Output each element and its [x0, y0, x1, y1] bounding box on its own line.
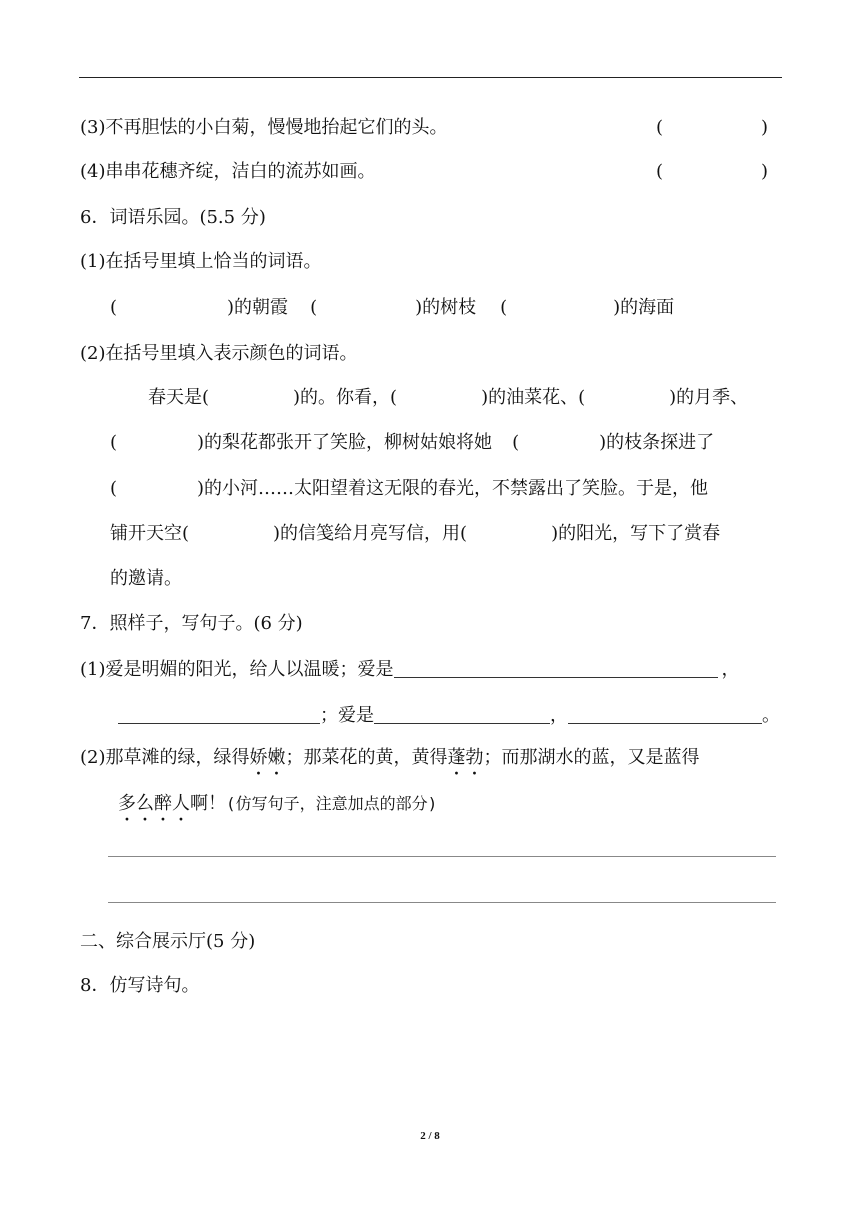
q7-sub1-blank-1[interactable] — [394, 659, 718, 678]
q6-sub1-fill-row[interactable]: ( )的朝霞 ( )的树枝 ( )的海面 — [110, 297, 675, 318]
page-number: 2 / 8 — [420, 1130, 440, 1142]
q7-sub1-line-1: (1)爱是明媚的阳光，给人以温暖；爱是 ， — [80, 659, 740, 680]
q7-sub2-line-2: 多么醉人啊！(仿写句子，注意加点的部分) — [118, 793, 438, 814]
dotted-char: 勃 — [465, 747, 484, 768]
dotted-char: 嫩 — [267, 747, 286, 768]
q6-para-line-4[interactable]: 铺开天空( )的信笺给月亮写信，用( )的阳光，写下了赏春 — [110, 523, 721, 544]
q7-title: 7．照样子，写句子。(6 分) — [80, 613, 303, 634]
q7-sub1-line-2: ；爱是 ， 。 — [118, 704, 780, 728]
q7-sub1-blank-4[interactable] — [568, 705, 762, 724]
q6-title: 6．词语乐园。(5.5 分) — [80, 207, 266, 228]
dotted-char: 多 — [118, 793, 136, 814]
q7-sub2-line-1: (2)那草滩的绿，绿得娇嫩；那菜花的黄，黄得蓬勃；而那湖水的蓝，又是蓝得 — [80, 747, 700, 768]
q7-sub1-blank-3[interactable] — [374, 705, 550, 724]
q5-item-3: (3)不再胆怯的小白菊，慢慢地抬起它们的头。 — [80, 117, 448, 138]
q6-para-line-5: 的邀请。 — [110, 568, 182, 589]
dotted-char: 蓬 — [447, 747, 466, 768]
q5-item-3-answer-paren[interactable]: ( ) — [656, 117, 769, 138]
q7-answer-line-2[interactable] — [108, 902, 776, 903]
q5-item-4: (4)串串花穗齐绽，洁白的流苏如画。 — [80, 161, 376, 182]
q7-sub2-note: (仿写句子，注意加点的部分) — [226, 794, 438, 813]
dotted-char: 人 — [172, 793, 190, 814]
dotted-char: 醉 — [154, 793, 172, 814]
section-2-title: 二、综合展示厅(5 分) — [80, 931, 256, 952]
q6-para-line-3[interactable]: ( )的小河……太阳望着这无限的春光，不禁露出了笑脸。于是，他 — [110, 478, 709, 499]
q7-sub1-blank-2[interactable] — [118, 705, 320, 724]
q6-para-line-1[interactable]: 春天是( )的。你看，( )的油菜花、( )的月季、 — [148, 387, 749, 408]
q5-item-4-answer-paren[interactable]: ( ) — [656, 161, 769, 182]
q6-sub1-instruction: (1)在括号里填上恰当的词语。 — [80, 251, 322, 272]
q6-para-line-2[interactable]: ( )的梨花都张开了笑脸，柳树姑娘将她 ( )的枝条探进了 — [110, 432, 715, 453]
dotted-char: 娇 — [249, 747, 268, 768]
dotted-char: 么 — [136, 793, 154, 814]
header-rule — [79, 77, 782, 78]
q7-answer-line-1[interactable] — [108, 856, 776, 857]
q8-title: 8．仿写诗句。 — [80, 975, 200, 996]
q6-sub2-instruction: (2)在括号里填入表示颜色的词语。 — [80, 343, 358, 364]
